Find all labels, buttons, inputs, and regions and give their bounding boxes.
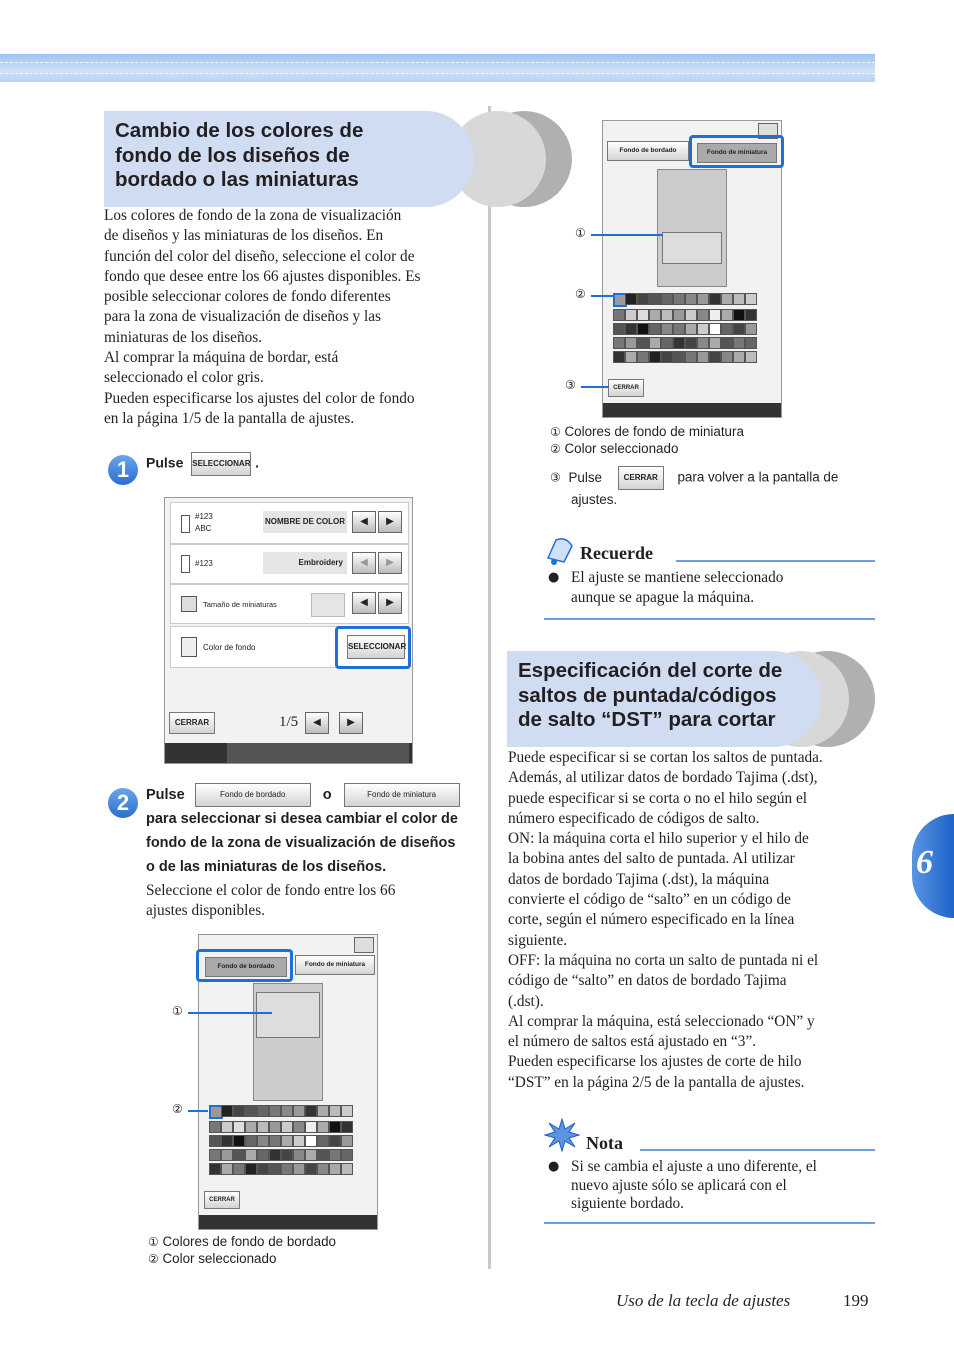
heading-line: saltos de puntada/códigos	[518, 683, 777, 707]
text-line: siguiente.	[508, 931, 568, 949]
text-line: posible seleccionar colores de fondo diferentes	[104, 288, 391, 306]
color-swatch[interactable]	[221, 1163, 233, 1175]
color-swatch[interactable]	[685, 293, 697, 305]
color-swatch[interactable]	[637, 323, 649, 335]
caption-num: ①	[550, 425, 561, 439]
color-swatch[interactable]	[293, 1163, 305, 1175]
color-swatch[interactable]	[341, 1121, 353, 1133]
starburst-icon	[544, 1118, 580, 1152]
nota-body	[548, 1158, 874, 1214]
color-swatch[interactable]	[329, 1135, 341, 1147]
color-swatch[interactable]	[281, 1149, 293, 1161]
callout-line	[591, 234, 663, 236]
cerrar-button[interactable]: CERRAR	[608, 379, 644, 397]
color-swatch[interactable]	[245, 1135, 257, 1147]
color-swatch[interactable]	[317, 1135, 329, 1147]
color-swatch[interactable]	[245, 1163, 257, 1175]
color-swatch[interactable]	[709, 337, 721, 349]
text-line: puede especificar si se corta o no el hilo según el	[508, 789, 808, 807]
color-swatch[interactable]	[673, 293, 685, 305]
screen2-captions	[148, 1234, 336, 1267]
text-line: Puede especificar si se cortan los saltos de puntada.	[508, 749, 823, 766]
color-swatch[interactable]	[733, 309, 745, 321]
color-swatch[interactable]	[745, 351, 757, 363]
color-swatch[interactable]	[281, 1121, 293, 1133]
text-line: fondo de la zona de visualización de diseños	[146, 835, 456, 852]
color-swatch[interactable]	[281, 1135, 293, 1147]
color-swatch[interactable]	[305, 1105, 317, 1117]
chapter-number: 6	[916, 844, 933, 881]
color-swatch[interactable]	[721, 337, 733, 349]
color-swatch[interactable]	[329, 1105, 341, 1117]
note-rule	[544, 1222, 875, 1224]
color-swatch[interactable]	[257, 1149, 269, 1161]
step-1-number: 1	[108, 455, 138, 485]
text-line: para seleccionar si desea cambiar el color de	[146, 811, 458, 828]
color-swatch[interactable]	[649, 351, 661, 363]
color-swatch[interactable]	[341, 1163, 353, 1175]
section-heading-2	[507, 651, 877, 747]
color-swatch[interactable]	[293, 1135, 305, 1147]
color-swatch[interactable]	[733, 293, 745, 305]
color-swatch[interactable]	[685, 323, 697, 335]
caption-num: ②	[550, 441, 561, 456]
cerrar-button[interactable]: CERRAR	[169, 712, 215, 734]
color-swatch[interactable]	[721, 351, 733, 363]
pulse-label: Pulse	[146, 454, 184, 471]
color-swatch[interactable]	[709, 293, 721, 305]
column-divider	[488, 106, 491, 1269]
color-swatch[interactable]	[221, 1135, 233, 1147]
color-swatch[interactable]	[745, 293, 757, 305]
text-line: ON: la máquina corta el hilo superior y el hilo de	[508, 830, 809, 848]
color-swatch[interactable]	[721, 323, 733, 335]
spool-icon	[181, 515, 190, 533]
screen-taskbar	[603, 403, 781, 417]
code-label: #123	[195, 512, 213, 521]
pulse-label: Pulse	[146, 787, 185, 803]
color-palette-grid[interactable]	[209, 1105, 351, 1175]
pulse-label: Pulse	[568, 469, 602, 485]
color-swatch[interactable]	[625, 293, 637, 305]
text-line: número especificado de códigos de salto.	[508, 809, 760, 827]
caption-text: ajustes.	[571, 492, 618, 507]
screen-taskbar	[199, 1215, 377, 1229]
color-swatch[interactable]	[221, 1149, 233, 1161]
color-palette-grid[interactable]	[613, 293, 755, 363]
color-swatch[interactable]	[269, 1135, 281, 1147]
note-rule	[676, 560, 875, 562]
color-swatch[interactable]	[697, 293, 709, 305]
text-line: de diseños y las miniaturas de los diseños. En	[104, 227, 384, 245]
heading-line: de salto “DST” para cortar	[518, 708, 776, 731]
color-swatch[interactable]	[257, 1135, 269, 1147]
color-swatch[interactable]	[637, 293, 649, 305]
color-swatch[interactable]	[661, 293, 673, 305]
color-swatch[interactable]	[613, 351, 625, 363]
left-arrow-button[interactable]: ◀	[352, 592, 376, 614]
seleccionar-button-image: SELECCIONAR	[191, 452, 251, 476]
text-line: siguiente bordado.	[571, 1195, 685, 1212]
left-arrow-button[interactable]: ◀	[352, 511, 376, 533]
sub-label: ABC	[195, 524, 212, 533]
color-swatch[interactable]	[733, 337, 745, 349]
caption-num: ①	[148, 1235, 159, 1249]
color-swatch[interactable]	[317, 1105, 329, 1117]
color-swatch[interactable]	[329, 1121, 341, 1133]
color-swatch[interactable]	[673, 323, 685, 335]
background-color-screen-embroidery	[198, 934, 378, 1230]
color-swatch[interactable]	[733, 351, 745, 363]
highlight-frame	[335, 626, 411, 669]
color-swatch[interactable]	[305, 1121, 317, 1133]
fondo-de-miniatura-tab[interactable]: Fondo de miniatura	[697, 143, 777, 163]
color-swatch[interactable]	[257, 1163, 269, 1175]
caption-3	[550, 466, 870, 509]
color-swatch[interactable]	[613, 323, 625, 335]
color-swatch[interactable]	[661, 351, 673, 363]
nota-title: Nota	[586, 1133, 623, 1153]
right-arrow-button[interactable]: ▶	[378, 592, 402, 614]
color-swatch[interactable]	[637, 309, 649, 321]
code-label: #123	[195, 559, 213, 568]
text-line: o de las miniaturas de los diseños.	[146, 859, 387, 876]
highlight-frame	[196, 949, 293, 982]
color-swatch[interactable]	[221, 1121, 233, 1133]
color-swatch[interactable]	[305, 1135, 317, 1147]
background-color-screen-thumbnail	[602, 120, 782, 418]
color-swatch[interactable]	[613, 309, 625, 321]
fondo-de-bordado-button-image: Fondo de bordado	[195, 783, 311, 807]
color-swatch[interactable]	[709, 323, 721, 335]
text-line: aunque se apague la máquina.	[571, 589, 755, 607]
color-swatch[interactable]	[625, 309, 637, 321]
marker-1: ①	[172, 1004, 183, 1018]
color-swatch[interactable]	[625, 351, 637, 363]
text-line: fondo que desee entre los 66 ajustes disponibles. Es	[104, 267, 421, 285]
color-swatch[interactable]	[685, 337, 697, 349]
text-line: El ajuste se mantiene seleccionado	[571, 569, 784, 586]
callout-line	[581, 386, 609, 388]
home-icon[interactable]	[354, 937, 374, 953]
text-line: nuevo ajuste sólo se aplicará con el	[571, 1176, 787, 1194]
thumbnail-size-preview	[311, 593, 345, 617]
color-swatch[interactable]	[637, 337, 649, 349]
text-line: función del color del diseño, seleccione el color de	[104, 247, 415, 265]
text-line: Los colores de fondo de la zona de visualización	[104, 207, 402, 224]
color-swatch[interactable]	[281, 1105, 293, 1117]
page-indicator: 1/5	[279, 714, 299, 730]
color-swatch[interactable]	[341, 1105, 353, 1117]
color-swatch[interactable]	[317, 1121, 329, 1133]
step-1-text	[146, 452, 259, 476]
left-arrow-button[interactable]: ◀	[352, 552, 376, 574]
color-swatch[interactable]	[637, 351, 649, 363]
text-line: en la página 1/5 de la pantalla de ajustes.	[104, 409, 355, 427]
fondo-de-bordado-tab[interactable]: Fondo de bordado	[205, 957, 287, 977]
color-swatch[interactable]	[661, 337, 673, 349]
fondo-de-miniatura-button-image: Fondo de miniatura	[344, 783, 460, 807]
color-swatch[interactable]	[721, 293, 733, 305]
text-line: Al comprar la máquina, está seleccionado “ON” y	[508, 1012, 815, 1030]
bullet: ●	[548, 570, 560, 585]
color-swatch[interactable]	[269, 1163, 281, 1175]
color-swatch[interactable]	[317, 1163, 329, 1175]
callout-line	[188, 1012, 272, 1014]
spool-icon	[181, 555, 190, 573]
color-swatch[interactable]	[233, 1163, 245, 1175]
color-swatch[interactable]	[341, 1149, 353, 1161]
text-line: Seleccione el color de fondo entre los 66	[146, 882, 396, 899]
right-arrow-button[interactable]: ▶	[378, 552, 402, 574]
color-swatch[interactable]	[245, 1149, 257, 1161]
color-swatch[interactable]	[209, 1135, 221, 1147]
section2-paragraph	[508, 748, 876, 1093]
caption-text: Colores de fondo de miniatura	[564, 424, 744, 439]
color-swatch[interactable]	[209, 1149, 221, 1161]
text-line: código de “salto” en datos de bordado Tajima	[508, 972, 787, 990]
color-swatch[interactable]	[649, 309, 661, 321]
note-rule	[544, 618, 875, 620]
taskbar-icons	[227, 743, 409, 763]
color-swatch[interactable]	[269, 1121, 281, 1133]
seleccionar-button[interactable]: SELECCIONAR	[347, 635, 405, 659]
highlight-frame	[689, 135, 784, 168]
color-swatch[interactable]	[233, 1149, 245, 1161]
palette-icon	[181, 637, 197, 657]
color-swatch[interactable]	[341, 1135, 353, 1147]
heading-line: fondo de los diseños de	[115, 143, 350, 167]
prev-page-button[interactable]: ◀	[305, 712, 329, 734]
heading-line: Cambio de los colores de	[115, 119, 364, 142]
color-swatch[interactable]	[233, 1135, 245, 1147]
text-line: corte, según el número especificado en la línea	[508, 911, 795, 929]
settings-screen-page-1	[164, 497, 413, 764]
color-swatch[interactable]	[257, 1121, 269, 1133]
bell-icon	[544, 536, 576, 566]
screen3-captions	[550, 424, 744, 457]
right-arrow-button[interactable]: ▶	[378, 511, 402, 533]
color-swatch[interactable]	[293, 1149, 305, 1161]
heading-line: bordado o las miniaturas	[115, 168, 359, 191]
color-swatch[interactable]	[649, 323, 661, 335]
callout-line	[591, 295, 613, 297]
color-swatch[interactable]	[209, 1121, 221, 1133]
settings-row-thumbnail-size	[170, 584, 409, 624]
embroidery-background-area	[256, 992, 320, 1038]
text-line: seleccionado el color gris.	[104, 369, 264, 387]
text-line: datos de bordado Tajima (.dst), la máquina	[508, 870, 770, 888]
color-swatch[interactable]	[745, 309, 757, 321]
step-2-number: 2	[108, 788, 138, 818]
preview-area	[657, 169, 727, 287]
color-swatch[interactable]	[613, 337, 625, 349]
cerrar-button-image: CERRAR	[618, 466, 664, 490]
text-line: OFF: la máquina no corta un salto de puntada ni el	[508, 951, 819, 969]
page-number: 199	[843, 1291, 869, 1310]
color-swatch[interactable]	[329, 1149, 341, 1161]
footer-title: Uso de la tecla de ajustes	[616, 1291, 791, 1310]
color-swatch[interactable]	[269, 1149, 281, 1161]
color-swatch[interactable]	[745, 337, 757, 349]
text-line: el número de saltos está ajustado en “3”.	[508, 1033, 757, 1051]
color-swatch[interactable]	[697, 309, 709, 321]
color-swatch[interactable]	[329, 1163, 341, 1175]
caption-text: Color seleccionado	[564, 440, 679, 456]
color-swatch[interactable]	[625, 337, 637, 349]
intro-paragraph	[104, 206, 476, 429]
text-line: Al comprar la máquina de bordar, está	[104, 349, 339, 367]
screen-taskbar	[165, 743, 412, 763]
text-line: para la zona de visualización de diseños y las	[104, 308, 381, 326]
color-swatch[interactable]	[697, 351, 709, 363]
text-line: ajustes disponibles.	[146, 902, 265, 920]
color-swatch[interactable]	[733, 323, 745, 335]
color-swatch[interactable]	[269, 1105, 281, 1117]
text-line: Si se cambia el ajuste a uno diferente, el	[571, 1158, 817, 1175]
text-line: convierte el código de “salto” en un código de	[508, 891, 791, 909]
color-swatch[interactable]	[709, 351, 721, 363]
row-label: Color de fondo	[203, 643, 256, 652]
fondo-de-miniatura-tab[interactable]: Fondo de miniatura	[295, 955, 375, 975]
color-swatch[interactable]	[245, 1121, 257, 1133]
color-swatch[interactable]	[721, 309, 733, 321]
step-2-description	[146, 881, 476, 922]
next-page-button[interactable]: ▶	[339, 712, 363, 734]
or-label: o	[322, 787, 332, 803]
color-swatch[interactable]	[625, 323, 637, 335]
marker-3: ③	[565, 378, 576, 392]
color-swatch[interactable]	[281, 1163, 293, 1175]
period: .	[255, 454, 260, 471]
text-line: Pueden especificarse los ajustes de corte de hilo	[508, 1053, 802, 1071]
color-swatch[interactable]	[649, 293, 661, 305]
caption-text: Colores de fondo de bordado	[162, 1234, 336, 1249]
settings-row-color-name	[170, 502, 409, 544]
color-swatch[interactable]	[209, 1163, 221, 1175]
color-swatch[interactable]	[293, 1105, 305, 1117]
color-swatch[interactable]	[233, 1121, 245, 1133]
recuerde-title: Recuerde	[580, 543, 653, 563]
header-band	[0, 54, 875, 82]
color-swatch[interactable]	[745, 323, 757, 335]
cerrar-button[interactable]: CERRAR	[204, 1191, 240, 1209]
settings-row-brand	[170, 544, 409, 584]
caption-num: ③	[550, 470, 561, 485]
marker-2: ②	[575, 287, 586, 301]
color-swatch[interactable]	[649, 337, 661, 349]
bullet: ●	[548, 1159, 560, 1174]
text-line: “DST” en la página 2/5 de la pantalla de ajustes.	[508, 1073, 805, 1091]
color-swatch[interactable]	[661, 323, 673, 335]
color-swatch[interactable]	[709, 309, 721, 321]
color-swatch[interactable]	[305, 1163, 317, 1175]
color-swatch[interactable]	[317, 1149, 329, 1161]
text-line: (.dst).	[508, 992, 544, 1010]
section-heading-1	[104, 111, 474, 207]
fondo-de-bordado-tab[interactable]: Fondo de bordado	[607, 141, 689, 161]
color-swatch[interactable]	[685, 309, 697, 321]
chapter-tab	[912, 814, 954, 918]
thumbnail-background-area	[662, 232, 722, 264]
text-line: miniaturas de los diseños.	[104, 328, 263, 346]
color-swatch[interactable]	[673, 351, 685, 363]
color-swatch[interactable]	[221, 1105, 233, 1117]
marker-2: ②	[172, 1102, 183, 1116]
color-swatch[interactable]	[293, 1121, 305, 1133]
color-swatch[interactable]	[697, 337, 709, 349]
value-display: Embroidery	[263, 552, 347, 574]
value-display: NOMBRE DE COLOR	[263, 511, 347, 533]
color-swatch[interactable]	[697, 323, 709, 335]
thumbnail-icon	[181, 596, 197, 612]
marker-1: ①	[575, 226, 586, 240]
color-swatch[interactable]	[673, 337, 685, 349]
recuerde-body	[548, 568, 874, 609]
color-swatch[interactable]	[661, 309, 673, 321]
caption-num: ②	[148, 1251, 159, 1266]
text-line: Pueden especificarse los ajustes del color de fondo	[104, 389, 415, 407]
note-rule	[640, 1149, 875, 1151]
color-swatch[interactable]	[685, 351, 697, 363]
color-swatch[interactable]	[245, 1105, 257, 1117]
row-label: Tamaño de miniaturas	[203, 600, 277, 609]
color-swatch[interactable]	[257, 1105, 269, 1117]
step-2-text	[146, 783, 476, 879]
callout-line	[188, 1110, 208, 1112]
caption-text: Color seleccionado	[162, 1250, 277, 1266]
color-swatch[interactable]	[305, 1149, 317, 1161]
text-line: Además, al utilizar datos de bordado Tajima (.dst),	[508, 769, 818, 787]
heading-line: Especificación del corte de	[518, 659, 783, 682]
text-line: la bobina antes del salto de puntada. Al utilizar	[508, 850, 795, 868]
color-swatch[interactable]	[673, 309, 685, 321]
preview-area	[253, 983, 323, 1101]
color-swatch[interactable]	[233, 1105, 245, 1117]
caption-text: para volver a la pantalla de	[677, 469, 839, 485]
